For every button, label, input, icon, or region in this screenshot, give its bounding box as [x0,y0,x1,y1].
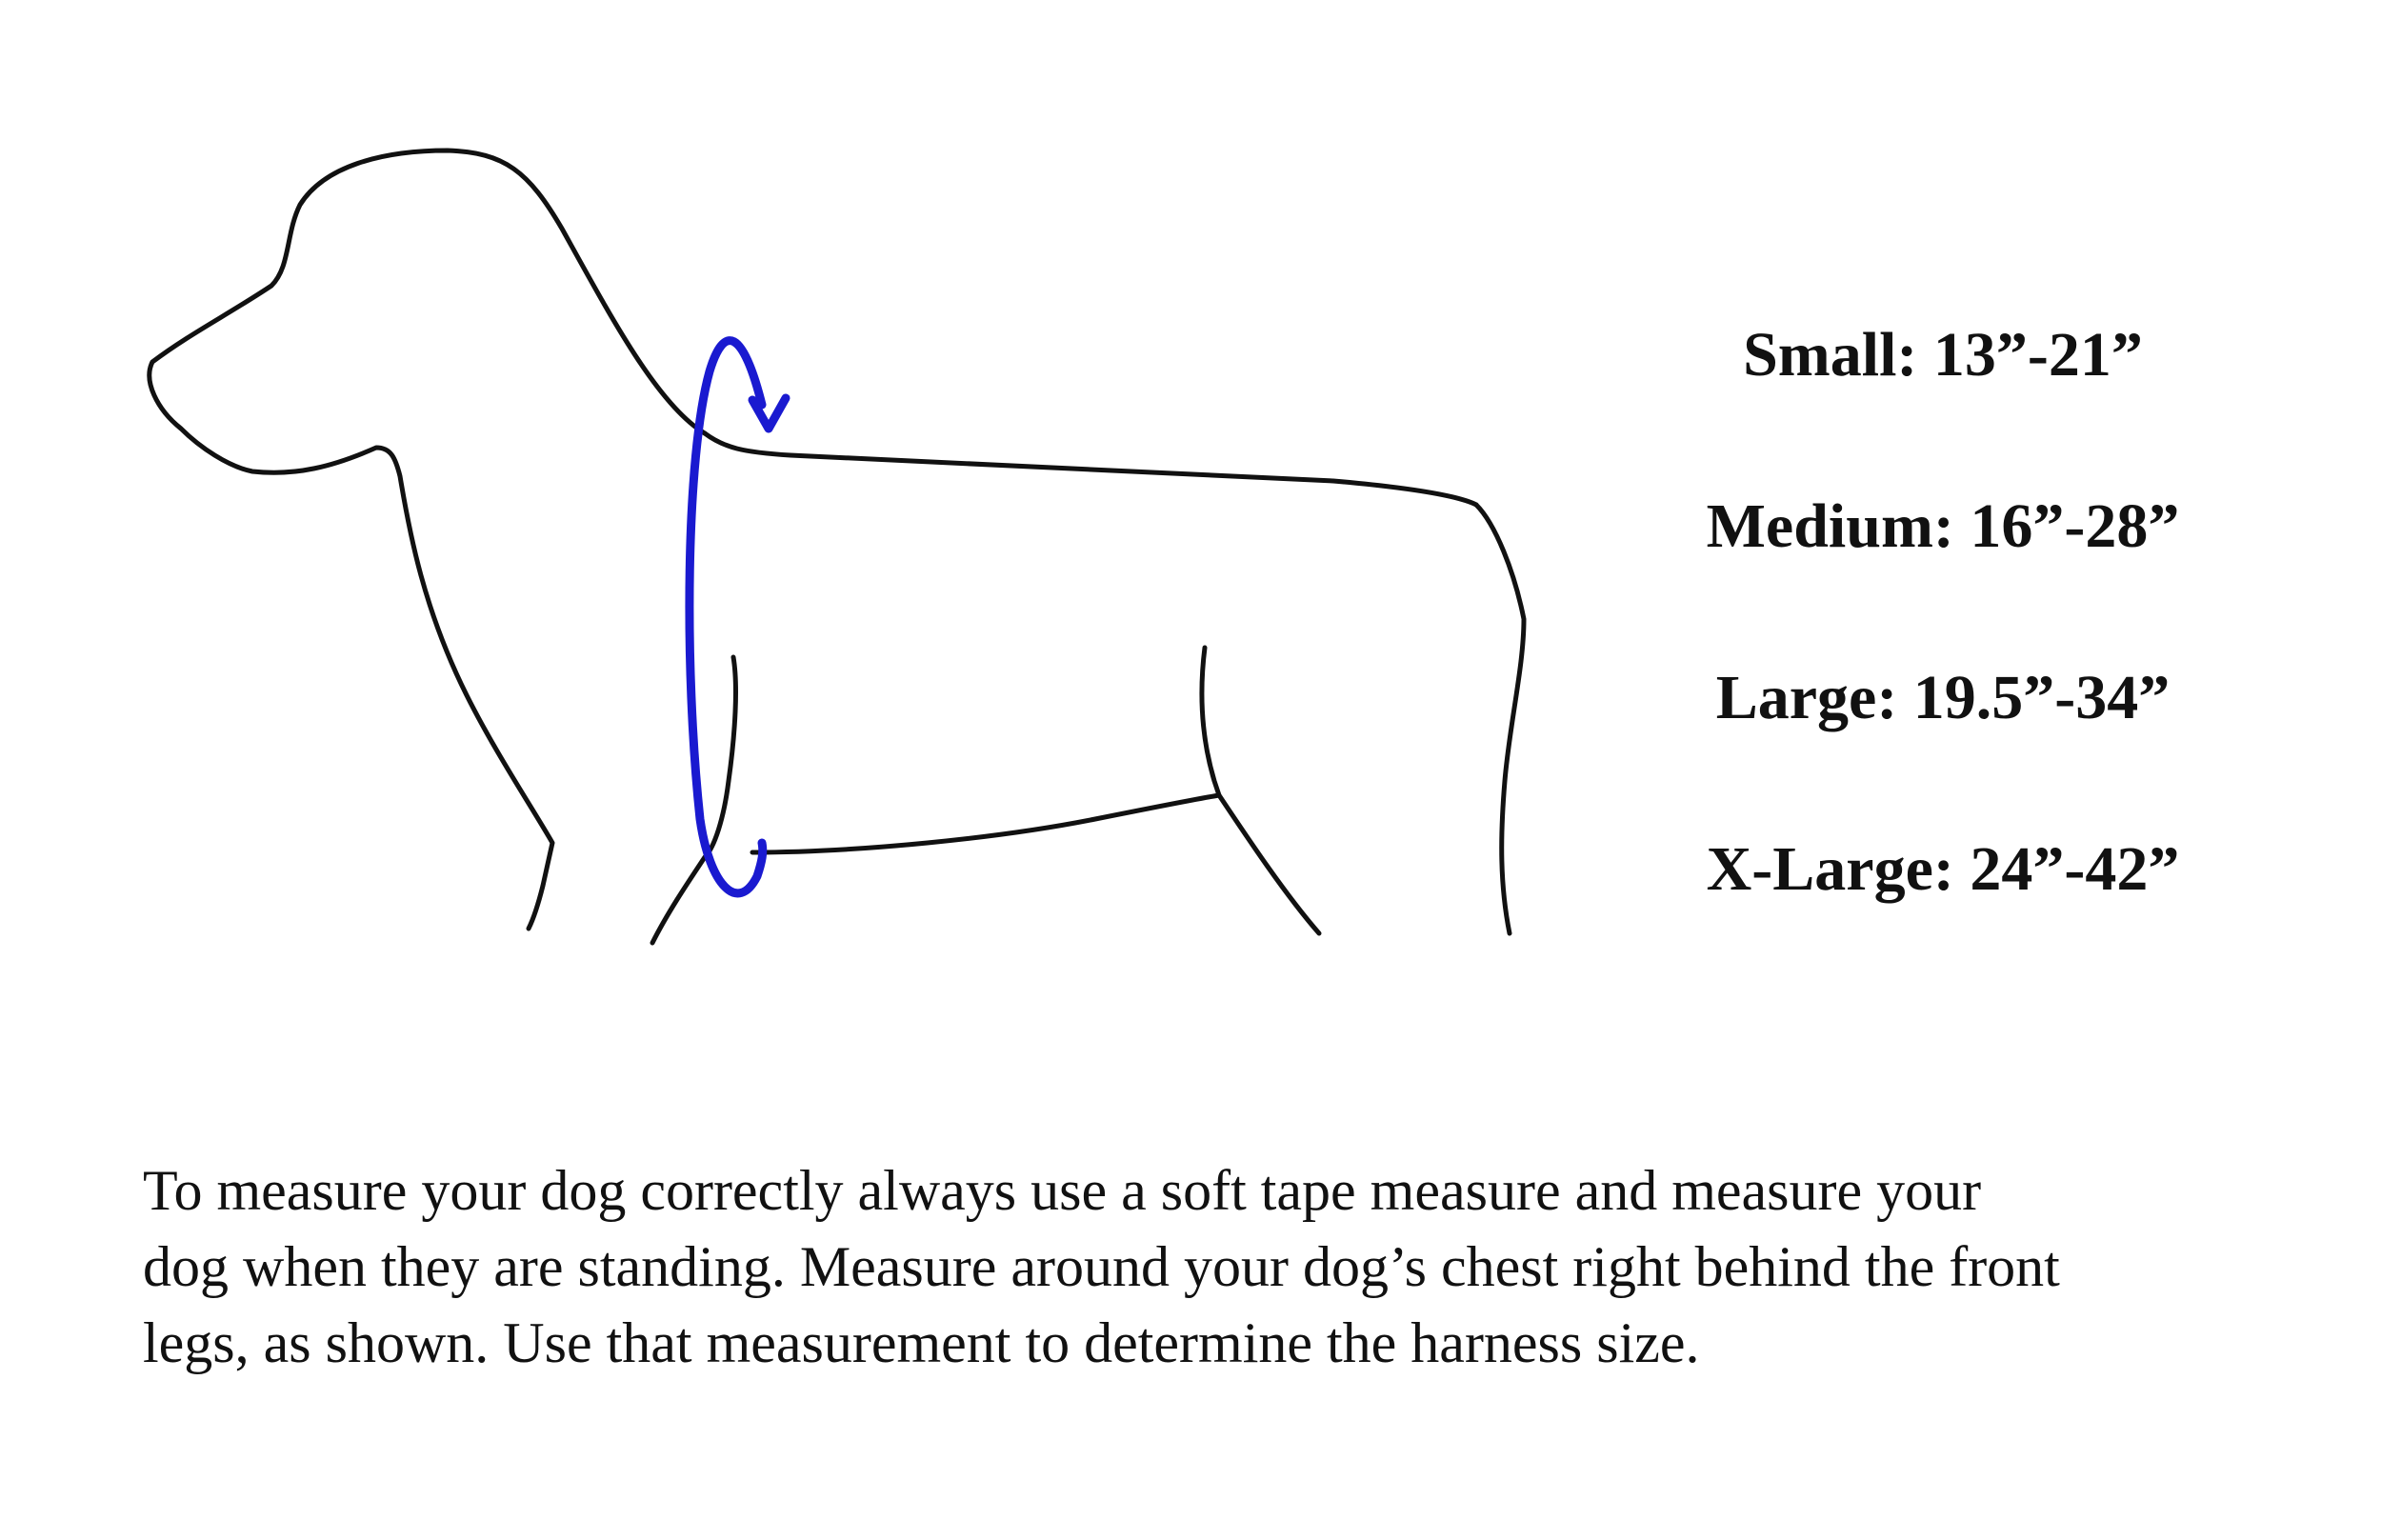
size-medium: Medium: 16”-28” [1706,491,2180,561]
size-large: Large: 19.5”-34” [1715,663,2171,732]
dog-outline-icon [150,150,1524,943]
size-small: Small: 13”-21” [1743,320,2143,390]
size-chart [1638,320,2248,1010]
measuring-tape-icon [690,341,786,893]
instructions-line-2: dog when they are standing. Measure around your dog’s chest right behind the front [143,1235,2060,1298]
instructions-line-1: To measure your dog correctly always use a soft tape measure and measure your [143,1159,1982,1222]
instructions-line-3: legs, as shown. Use that measurement to determine the harness size. [143,1311,1700,1374]
measurement-instructions [143,1152,2333,1381]
size-x-large: X-Large: 24”-42” [1706,834,2180,904]
